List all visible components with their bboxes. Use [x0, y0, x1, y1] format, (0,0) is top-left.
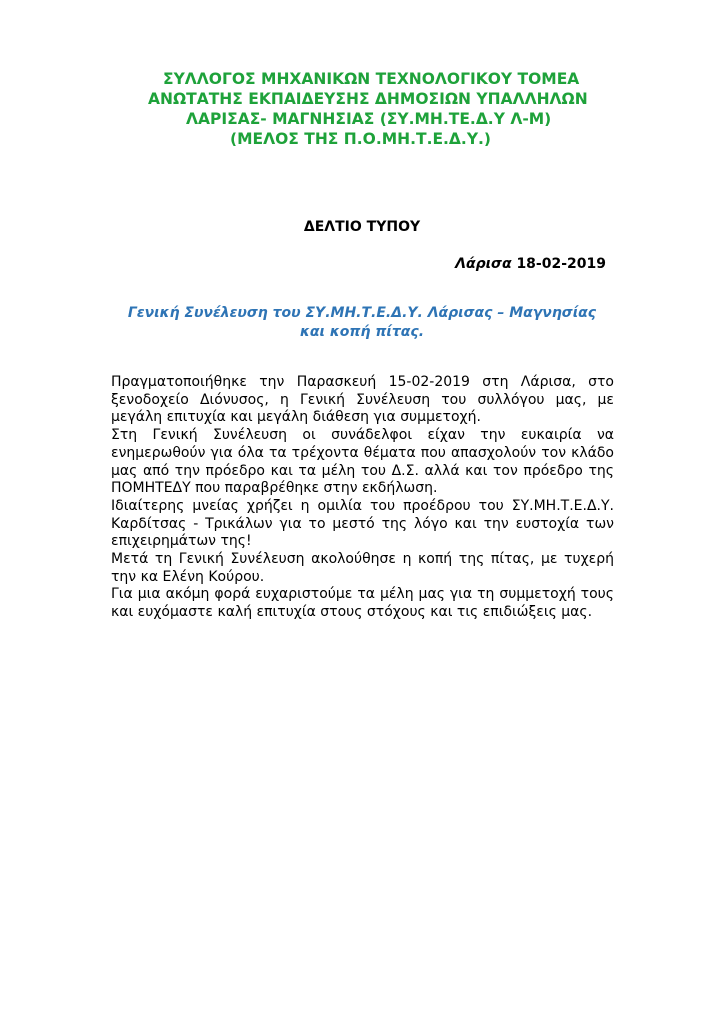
header-line-1: ΣΥΛΛΟΓΟΣ ΜΗΧΑΝΙΚΩΝ ΤΕΧΝΟΛΟΓΙΚΟΥ ΤΟΜΕΑ — [163, 70, 580, 88]
subject-heading — [0, 304, 724, 342]
subject-line-1: Γενική Συνέλευση του ΣΥ.ΜΗ.Τ.Ε.Δ.Υ. Λάρισας – Μαγνησίας — [127, 305, 597, 321]
date-value: 18-02-2019 — [516, 256, 606, 272]
press-release-body — [111, 374, 614, 622]
body-paragraph-5: Για μια ακόμη φορά ευχαριστούμε τα μέλη μας για τη συμμετοχή τους και ευχόμαστε καλή επιτυχία στους στόχους και τις επιδιώξεις μας. — [111, 586, 614, 621]
place-date-line — [455, 256, 606, 272]
body-paragraph-3: Ιδιαίτερης μνείας χρήζει η ομιλία του προέδρου του ΣΥ.ΜΗ.Τ.Ε.Δ.Υ. Καρδίτσας - Τρικάλων για το μεστό της λόγο και την ευστοχία των επιχειρημάτων της! — [111, 497, 614, 550]
body-paragraph-1: Πραγματοποιήθηκε την Παρασκευή 15-02-2019 στη Λάρισα, στο ξενοδοχείο Διόνυσος, η Γενική Συνέλευση του συλλόγου μας, με μεγάλη επιτυχία και μεγάλη διάθεση για συμμετοχή. — [111, 374, 614, 426]
subject-line-2: και κοπή πίτας. — [299, 324, 425, 340]
header-line-2: ΑΝΩΤΑΤΗΣ ΕΚΠΑΙΔΕΥΣΗΣ ΔΗΜΟΣΙΩΝ ΥΠΑΛΛΗΛΩΝ — [148, 90, 588, 108]
header-line-4: (ΜΕΛΟΣ ΤΗΣ Π.Ο.ΜΗ.Τ.Ε.Δ.Υ.) — [230, 130, 492, 148]
press-release-title: ΔΕΛΤΙΟ ΤΥΠΟΥ — [303, 219, 421, 235]
body-paragraph-4: Μετά τη Γενική Συνέλευση ακολούθησε η κοπή της πίτας, με τυχερή την κα Ελένη Κούρου. — [111, 551, 614, 585]
date-place: Λάρισα — [455, 256, 512, 272]
header-line-3: ΛΑΡΙΣΑΣ- ΜΑΓΝΗΣΙΑΣ (ΣΥ.ΜΗ.ΤΕ.Δ.Υ Λ-Μ) — [186, 110, 552, 128]
body-paragraph-2: Στη Γενική Συνέλευση οι συνάδελφοι είχαν την ευκαιρία να ενημερωθούν για όλα τα τρέχοντα θέματα που απασχολούν τον κλάδο μας από την πρόεδρο και τα μέλη του Δ.Σ. αλλά και τον πρόεδρο της ΠΟΜΗΤΕΔΥ που παραβρέθηκε στην εκδήλωση. — [111, 427, 614, 497]
